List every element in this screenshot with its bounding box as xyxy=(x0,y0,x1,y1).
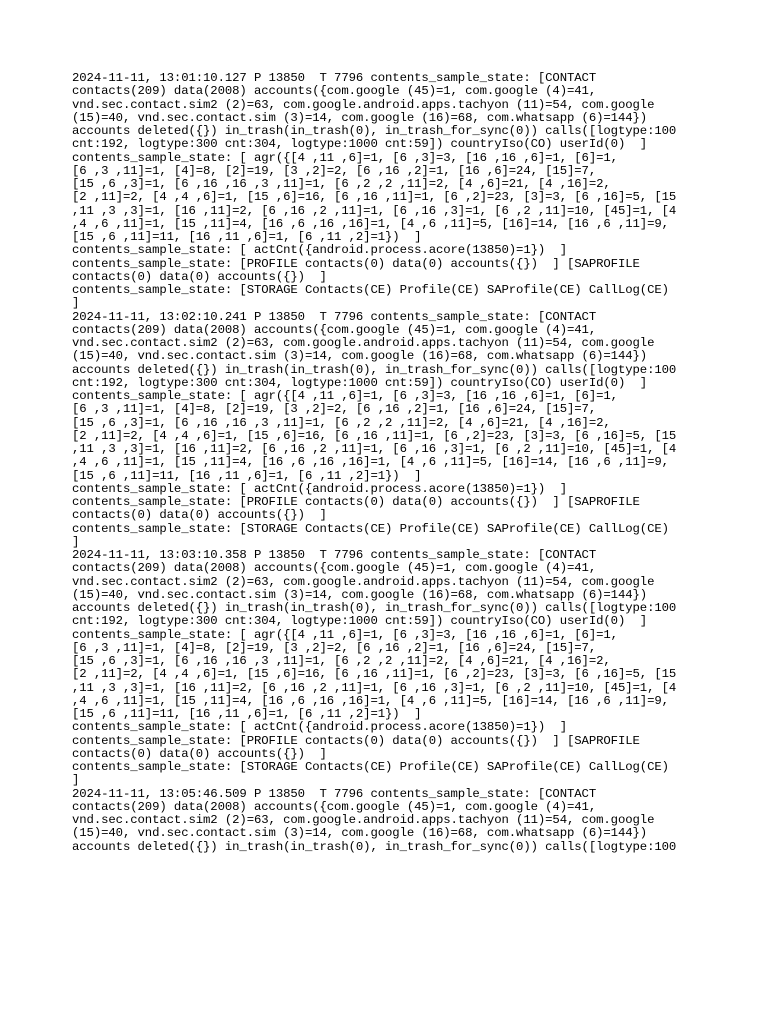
log-line: ,4 ,6 ,11]=1, [15 ,11]=4, [16 ,6 ,16 ,16]=1, [4 ,6 ,11]=5, [16]=14, [16 ,6 ,11]=9, xyxy=(72,693,669,708)
log-line: ,4 ,6 ,11]=1, [15 ,11]=4, [16 ,6 ,16 ,16]=1, [4 ,6 ,11]=5, [16]=14, [16 ,6 ,11]=9, xyxy=(72,216,669,231)
log-line: contacts(0) data(0) accounts({}) ] xyxy=(72,746,327,761)
log-line: ,11 ,3 ,3]=1, [16 ,11]=2, [6 ,16 ,2 ,11]=1, [6 ,16 ,3]=1, [6 ,2 ,11]=10, [45]=1, [4 xyxy=(72,442,677,456)
log-line: contacts(0) data(0) accounts({}) ] xyxy=(72,269,327,284)
log-line: contents_sample_state: [ actCnt({android.process.acore(13850)=1}) ] xyxy=(72,243,567,258)
log-line: [2 ,11]=2, [4 ,4 ,6]=1, [15 ,6]=16, [6 ,16 ,11]=1, [6 ,2]=23, [3]=3, [6 ,16]=5, [15 xyxy=(72,190,677,205)
log-line: contents_sample_state: [PROFILE contacts(0) data(0) accounts({}) ] [SAPROFILE xyxy=(72,733,640,748)
log-line: contents_sample_state: [ actCnt({android.process.acore(13850)=1}) ] xyxy=(72,720,567,735)
log-line: [2 ,11]=2, [4 ,4 ,6]=1, [15 ,6]=16, [6 ,16 ,11]=1, [6 ,2]=23, [3]=3, [6 ,16]=5, [15 xyxy=(72,667,677,682)
log-line: (15)=40, vnd.sec.contact.sim (3)=14, com.google (16)=68, com.whatsapp (6)=144}) xyxy=(72,826,648,841)
log-line: 2024-11-11, 13:05:46.509 P 13850 T 7796 contents_sample_state: [CONTACT xyxy=(72,786,597,801)
log-line: vnd.sec.contact.sim2 (2)=63, com.google.android.apps.tachyon (11)=54, com.google xyxy=(72,813,655,827)
log-line: ,4 ,6 ,11]=1, [15 ,11]=4, [16 ,6 ,16 ,16]=1, [4 ,6 ,11]=5, [16]=14, [16 ,6 ,11]=9, xyxy=(72,455,669,470)
log-line: contacts(209) data(2008) accounts({com.google (45)=1, com.google (4)=41, xyxy=(72,799,597,814)
log-line: [2 ,11]=2, [4 ,4 ,6]=1, [15 ,6]=16, [6 ,16 ,11]=1, [6 ,2]=23, [3]=3, [6 ,16]=5, [15 xyxy=(72,428,677,443)
log-line: [6 ,3 ,11]=1, [4]=8, [2]=19, [3 ,2]=2, [6 ,16 ,2]=1, [16 ,6]=24, [15]=7, xyxy=(72,402,597,417)
log-line: vnd.sec.contact.sim2 (2)=63, com.google.android.apps.tachyon (11)=54, com.google xyxy=(72,574,655,589)
log-line: contacts(209) data(2008) accounts({com.google (45)=1, com.google (4)=41, xyxy=(72,322,597,337)
log-line: contents_sample_state: [ actCnt({android.process.acore(13850)=1}) ] xyxy=(72,481,567,496)
log-line: [15 ,6 ,11]=11, [16 ,11 ,6]=1, [6 ,11 ,2]=1}) ] xyxy=(72,468,422,483)
log-line: contents_sample_state: [STORAGE Contacts(CE) Profile(CE) SAProfile(CE) CallLog(CE) xyxy=(72,760,669,774)
log-line: (15)=40, vnd.sec.contact.sim (3)=14, com.google (16)=68, com.whatsapp (6)=144}) xyxy=(72,110,648,125)
log-line: contacts(209) data(2008) accounts({com.google (45)=1, com.google (4)=41, xyxy=(72,84,597,99)
log-line: [6 ,3 ,11]=1, [4]=8, [2]=19, [3 ,2]=2, [6 ,16 ,2]=1, [16 ,6]=24, [15]=7, xyxy=(72,640,597,655)
log-text-block xyxy=(72,72,712,854)
log-line: ] xyxy=(72,296,80,311)
log-line: ] xyxy=(72,534,80,549)
log-line: cnt:192, logtype:300 cnt:304, logtype:1000 cnt:59]) countryIso(CO) userId(0) ] xyxy=(72,375,648,390)
log-line: cnt:192, logtype:300 cnt:304, logtype:1000 cnt:59]) countryIso(CO) userId(0) ] xyxy=(72,614,648,629)
log-line: 2024-11-11, 13:02:10.241 P 13850 T 7796 contents_sample_state: [CONTACT xyxy=(72,309,597,324)
log-line: ,11 ,3 ,3]=1, [16 ,11]=2, [6 ,16 ,2 ,11]=1, [6 ,16 ,3]=1, [6 ,2 ,11]=10, [45]=1, [4 xyxy=(72,680,677,695)
log-line: [15 ,6 ,3]=1, [6 ,16 ,16 ,3 ,11]=1, [6 ,2 ,2 ,11]=2, [4 ,6]=21, [4 ,16]=2, xyxy=(72,654,611,668)
log-line: accounts deleted({}) in_trash(in_trash(0), in_trash_for_sync(0)) calls([logtype:100 xyxy=(72,601,677,615)
log-line: accounts deleted({}) in_trash(in_trash(0), in_trash_for_sync(0)) calls([logtype:100 xyxy=(72,839,677,854)
log-line: (15)=40, vnd.sec.contact.sim (3)=14, com.google (16)=68, com.whatsapp (6)=144}) xyxy=(72,349,648,364)
log-line: contents_sample_state: [STORAGE Contacts(CE) Profile(CE) SAProfile(CE) CallLog(CE) xyxy=(72,283,669,297)
log-line: contents_sample_state: [ agr({[4 ,11 ,6]=1, [6 ,3]=3, [16 ,16 ,6]=1, [6]=1, xyxy=(72,150,618,165)
log-line: ] xyxy=(72,773,80,788)
log-line: [15 ,6 ,3]=1, [6 ,16 ,16 ,3 ,11]=1, [6 ,2 ,2 ,11]=2, [4 ,6]=21, [4 ,16]=2, xyxy=(72,415,611,430)
log-line: contacts(209) data(2008) accounts({com.google (45)=1, com.google (4)=41, xyxy=(72,561,597,576)
log-line: contacts(0) data(0) accounts({}) ] xyxy=(72,508,327,523)
log-line: accounts deleted({}) in_trash(in_trash(0), in_trash_for_sync(0)) calls([logtype:100 xyxy=(72,124,677,138)
log-line: [15 ,6 ,3]=1, [6 ,16 ,16 ,3 ,11]=1, [6 ,2 ,2 ,11]=2, [4 ,6]=21, [4 ,16]=2, xyxy=(72,177,611,191)
log-line: 2024-11-11, 13:01:10.127 P 13850 T 7796 contents_sample_state: [CONTACT xyxy=(72,71,597,85)
log-line: [15 ,6 ,11]=11, [16 ,11 ,6]=1, [6 ,11 ,2]=1}) ] xyxy=(72,230,422,244)
log-line: ,11 ,3 ,3]=1, [16 ,11]=2, [6 ,16 ,2 ,11]=1, [6 ,16 ,3]=1, [6 ,2 ,11]=10, [45]=1, [4 xyxy=(72,203,677,218)
log-line: accounts deleted({}) in_trash(in_trash(0), in_trash_for_sync(0)) calls([logtype:100 xyxy=(72,362,677,377)
log-line: [15 ,6 ,11]=11, [16 ,11 ,6]=1, [6 ,11 ,2]=1}) ] xyxy=(72,707,422,721)
log-line: (15)=40, vnd.sec.contact.sim (3)=14, com.google (16)=68, com.whatsapp (6)=144}) xyxy=(72,587,648,602)
log-line: 2024-11-11, 13:03:10.358 P 13850 T 7796 contents_sample_state: [CONTACT xyxy=(72,548,597,562)
log-line: contents_sample_state: [PROFILE contacts(0) data(0) accounts({}) ] [SAPROFILE xyxy=(72,495,640,509)
log-line: contents_sample_state: [ agr({[4 ,11 ,6]=1, [6 ,3]=3, [16 ,16 ,6]=1, [6]=1, xyxy=(72,627,618,642)
log-line: vnd.sec.contact.sim2 (2)=63, com.google.android.apps.tachyon (11)=54, com.google xyxy=(72,336,655,350)
log-line: contents_sample_state: [PROFILE contacts(0) data(0) accounts({}) ] [SAPROFILE xyxy=(72,256,640,271)
log-line: contents_sample_state: [ agr({[4 ,11 ,6]=1, [6 ,3]=3, [16 ,16 ,6]=1, [6]=1, xyxy=(72,389,618,403)
log-line: contents_sample_state: [STORAGE Contacts(CE) Profile(CE) SAProfile(CE) CallLog(CE) xyxy=(72,521,669,536)
log-line: vnd.sec.contact.sim2 (2)=63, com.google.android.apps.tachyon (11)=54, com.google xyxy=(72,97,655,112)
log-line: cnt:192, logtype:300 cnt:304, logtype:1000 cnt:59]) countryIso(CO) userId(0) ] xyxy=(72,137,648,152)
log-line: [6 ,3 ,11]=1, [4]=8, [2]=19, [3 ,2]=2, [6 ,16 ,2]=1, [16 ,6]=24, [15]=7, xyxy=(72,163,597,178)
